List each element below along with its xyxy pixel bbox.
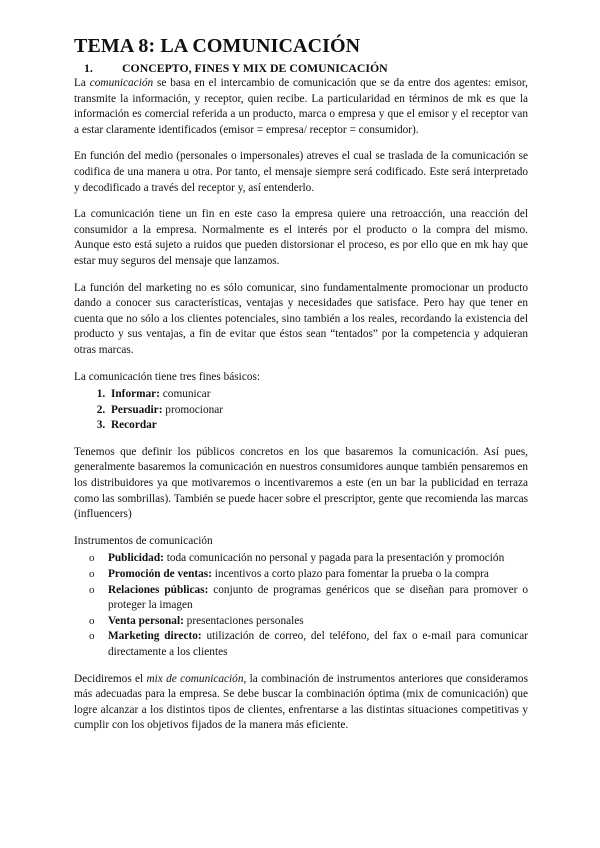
paragraph-publicos: Tenemos que definir los públicos concretos en los que basaremos la comunicación. Así pues, generalmente basaremos la comunicación en nuestros consumidores aunque también pensaremos en los distribuidores ya que motivaremos o incentivaremos a este (en un bar la publicidad en terraza como las sombrillas). También se puede hacer sobre el prescriptor, gente que recomienda las marcas (influencers) [74,445,528,521]
paragraph-medio: En función del medio (personales o impersonales) atreves el cual se traslada de la comunicación se codifica de una manera u otra. Por tanto, el mensaje siempre será codificado. Este será interpretado y decodificado a través del receptor y, así entenderlo. [74,150,528,194]
term-comunicacion: comunicación [89,77,154,89]
instrumento-text: utilización de correo, del teléfono, del fax o e-mail para comunicar directamente a los clientes [108,630,528,658]
page-title: TEMA 8: LA COMUNICACIÓN [74,35,361,57]
fines-list [74,387,528,434]
paragraph-mix-pre: Decidiremos el [74,672,147,685]
paragraph-mix-post: la combinación de instrumentos anteriores que consideramos más adecuadas para la empresa. Se debe buscar la combinación óptima (mix de comunicación) que logre alcanzar a los distintos tipos de clientes, enfrentarse a las distintas situaciones competitivas y cumplir con los objetivos fijados de la manera más eficiente. [74,672,528,732]
instrumento-label: Publicidad: [108,552,164,565]
fin-label: Persuadir: [111,403,163,416]
instrumento-label: Marketing directo: [108,630,202,643]
list-item [89,567,528,583]
circle-bullet-icon: o [89,552,95,565]
paragraph-definition-post: se basa en el intercambio de comunicación que se da entre dos agentes: emisor, transmite la información, y receptor, quien recibe. La particularidad en términos de mk es que la información es comercial referida a un producto, marca o empresa y que el emisor y el receptor van a estar claramente identificados (emisor = empresa/ receptor = consumidor). [74,77,528,136]
fin-label: Informar: [111,388,160,401]
circle-bullet-icon: o [89,568,95,581]
fin-text: promocionar [162,403,224,416]
fin-text: comunicar [159,388,211,401]
term-mix-comunicacion: mix de comunicación, [146,672,247,685]
list-item [89,551,528,567]
section-heading [84,61,528,76]
instrumento-text: toda comunicación no personal y pagada para la presentación y promoción [163,552,505,565]
circle-bullet-icon: o [89,630,95,643]
paragraph-fin: La comunicación tiene un fin en este caso la empresa quiere una retroacción, una reacción del consumidor a la empresa. Normalmente es el interés por el producto o la compra del mismo. Aunque esto está sujeto a ruidos que pueden distorsionar el proceso, es por ello que en mk hay que estar muy seguros del mensaje que lanzamos. [74,208,528,267]
circle-bullet-icon: o [89,583,95,596]
instrumento-label: Venta personal: [108,614,184,627]
section-label: CONCEPTO, FINES Y MIX DE COMUNICACIÓN [122,61,388,75]
instrumentos-intro: Instrumentos de comunicación [74,534,213,547]
instrumento-label: Promoción de ventas: [108,568,212,581]
list-item [89,583,528,614]
fines-intro: La comunicación tiene tres fines básicos: [74,370,261,383]
instrumentos-list [74,551,528,660]
list-item [108,418,528,434]
list-item [108,403,528,419]
instrumento-label: Relaciones públicas: [108,583,209,596]
instrumento-text: conjunto de programas genéricos que se diseñan para promover o proteger la imagen [108,583,528,612]
instrumento-text: presentaciones personales [183,614,304,627]
list-item [108,387,528,403]
paragraph-definition-pre: La [74,77,90,89]
paragraph-mix [74,672,528,734]
paragraph-funcion-marketing: La función del marketing no es sólo comunicar, sino fundamentalmente promocionar un producto dando a conocer sus características, ventajas y necesidades que satisface. Pero hay que tener en cuenta que no sólo a los clientes potenciales, sino también a los reales, recordando la existencia del producto y sus ventajas, a fin de evitar que éstos sean “tentados” por la competencia y adquieran otras marcas. [74,281,528,356]
fin-label: Recordar [111,419,157,432]
section-number: 1. [84,61,93,75]
instrumento-text: incentivos a corto plazo para fomentar la prueba o la compra [211,568,489,581]
circle-bullet-icon: o [89,614,95,627]
list-item [89,614,528,630]
paragraph-definition [74,76,528,138]
document-page [74,34,528,734]
list-item [89,629,528,660]
